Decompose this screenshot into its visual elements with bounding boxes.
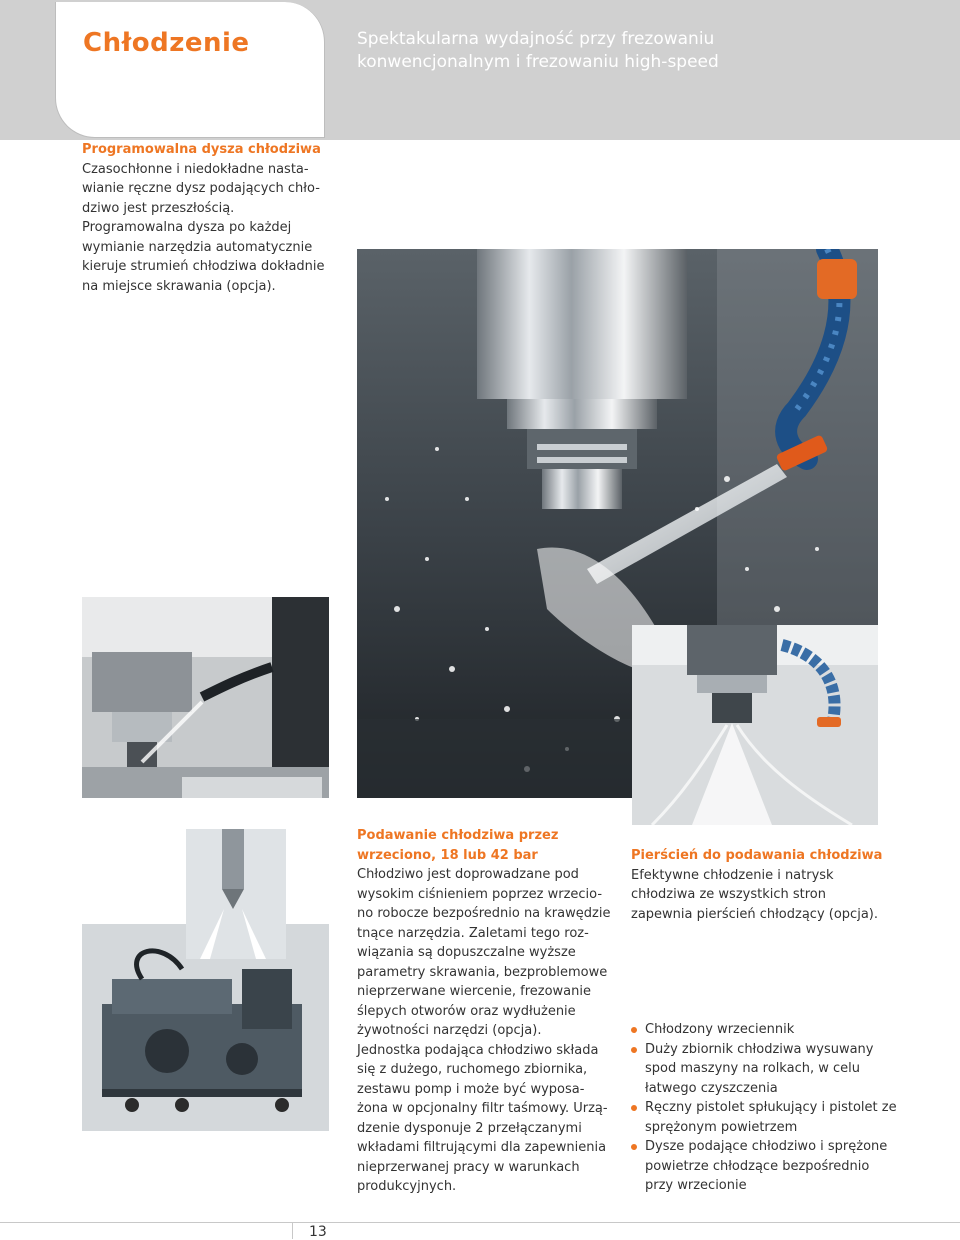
spindle-text-line: dzenie dysponuje 2 przełączanymi [357,1120,582,1136]
list-item-line: Duży zbiornik chłodziwa wysuwany [645,1041,874,1057]
nozzle-text-line: dziwo jest przeszłością. [82,200,235,216]
ring-text-line: chłodziwa ze wszystkich stron [631,887,826,902]
coolant-ring-description [631,846,921,924]
page-subtitle [357,28,797,74]
features-list [631,1020,911,1196]
programmable-nozzle-photo [82,597,329,798]
spindle-text-line: nieprzerwanej pracy w warunkach [357,1159,580,1175]
spindle-heading-line: Podawanie chłodziwa przez [357,828,559,843]
subtitle-line: Spektakularna wydajność przy frezowaniu [357,29,715,49]
footer-rule [0,1222,960,1223]
spindle-text-line: produkcyjnych. [357,1179,457,1194]
nozzle-heading: Programowalna dysza chłodziwa [82,142,321,157]
ring-text-line: Efektywne chłodzenie i natrysk [631,867,834,883]
spindle-text-line: tnące narzędzia. Zaletami tego roz- [357,925,589,941]
spindle-text-line: wkładami filtrującymi dla zapewnienia [357,1140,607,1155]
spindle-text-line: żona w opcjonalny filtr taśmowy. Urzą- [357,1101,608,1116]
spindle-text-line: Jednostka podająca chłodziwo składa [357,1042,599,1058]
bullet-dot-icon [631,1105,637,1111]
ring-heading: Pierścień do podawania chłodziwa [631,848,883,863]
programmable-nozzle-illustration [82,597,329,798]
header-title-tab [55,2,325,138]
spindle-text-line: Chłodziwo jest doprowadzane pod [357,867,579,882]
list-item [631,1137,911,1196]
bullet-dot-icon [631,1144,637,1150]
list-item-line: sprężonym powietrzem [645,1119,798,1135]
spindle-text-line: parametry skrawania, bezproblemowe [357,964,608,980]
page-number: 13 [309,1224,327,1240]
list-item [631,1040,911,1099]
spindle-text-line: no robocze bezpośrednio na krawędzie [357,906,611,921]
subtitle-line: konwencjonalnym i frezowaniu high-speed [357,52,719,72]
bullet-dot-icon [631,1027,637,1033]
nozzle-text-line: na miejsce skrawania (opcja). [82,278,276,294]
nozzle-text-line: wymianie narzędzia automatycznie [82,239,313,255]
spindle-text-line: żywotności narzędzi (opcja). [357,1023,542,1038]
nozzle-text-line: kieruje strumień chłodziwa dokładnie [82,259,325,274]
spindle-coolant-description [357,826,617,1197]
spindle-text-line: zestawu pomp i może być wyposa- [357,1081,585,1097]
nozzle-text-line: wianie ręczne dysz podających chło- [82,181,320,196]
coolant-ring-illustration [632,625,878,825]
list-item-line: Chłodzony wrzeciennik [645,1022,795,1037]
list-item-line: spod maszyny na rolkach, w celu [645,1061,860,1076]
spindle-text-line: wysokim ciśnieniem poprzez wrzecio- [357,886,603,902]
page-title: Chłodzenie [83,28,250,58]
list-item [631,1098,911,1137]
spindle-text-line: się z dużego, ruchomego zbiornika, [357,1062,588,1077]
spindle-text-line: ślepych otworów oraz wydłużenie [357,1003,576,1019]
list-item-line: powietrze chłodzące bezpośrednio [645,1158,870,1174]
list-item-line: Ręczny pistolet spłukujący i pistolet ze [645,1100,897,1115]
nozzle-text-line: Programowalna dysza po każdej [82,220,292,235]
spindle-heading-line: wrzeciono, 18 lub 42 bar [357,847,538,863]
spindle-text-line: nieprzerwane wiercenie, frezowanie [357,984,591,999]
nozzle-text-line: Czasochłonne i niedokładne nasta- [82,161,309,177]
footer-divider [292,1222,293,1239]
nozzle-description [82,140,342,296]
spindle-text-line: wiązania są dopuszczalne wyższe [357,945,576,960]
coolant-unit-photo [82,829,329,1131]
list-item-line: łatwego czyszczenia [645,1080,778,1096]
ring-text-line: zapewnia pierścień chłodzący (opcja). [631,906,878,922]
coolant-unit-illustration [82,829,329,1131]
list-item [631,1020,911,1040]
coolant-ring-photo [632,625,878,825]
list-item-line: przy wrzecionie [645,1178,747,1193]
list-item-line: Dysze podające chłodziwo i sprężone [645,1139,888,1154]
bullet-dot-icon [631,1047,637,1053]
